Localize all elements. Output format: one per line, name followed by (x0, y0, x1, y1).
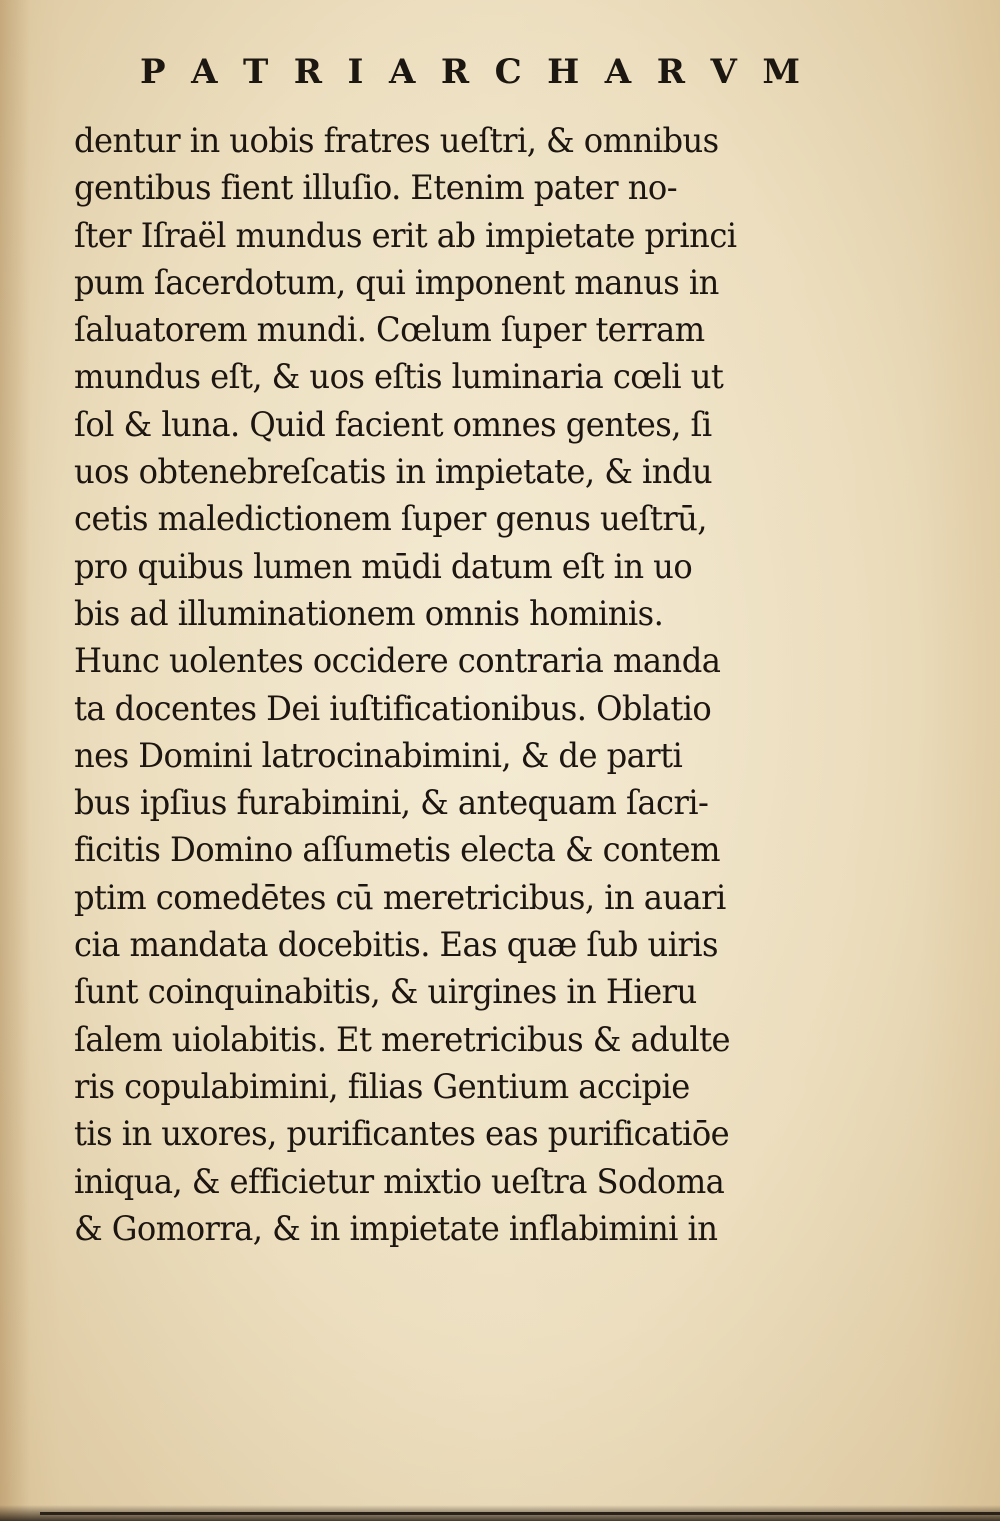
text-line: ſol & luna. Quid facient omnes gentes, ſi (74, 404, 712, 445)
running-title-letter: H (547, 52, 580, 92)
body-text (74, 118, 834, 1253)
text-line: ſalem uiolabitis. Et meretricibus & adulte (74, 1019, 730, 1060)
text-line: ſaluatorem mundi. Cœlum ſuper terram (74, 310, 705, 351)
running-title-letter: P (140, 52, 166, 92)
text-line: cia mandata docebitis. Eas quæ ſub uiris (74, 925, 718, 966)
text-line: tis in uxores, purificantes eas purificatiōe (74, 1114, 730, 1155)
text-line: dentur in uobis fratres ueſtri, & omnibus (74, 121, 719, 161)
page-bottom-edge (40, 1512, 1000, 1515)
text-line: ptim comedētes cū meretricibus, in auari (74, 877, 726, 918)
running-title-letter: A (604, 52, 632, 92)
text-line: ta docentes Dei iuſtificationibus. Oblatio (74, 688, 712, 729)
text-line: ſunt coinquinabitis, & uirgines in Hieru (74, 972, 697, 1013)
running-title-letter: A (388, 52, 416, 92)
text-line: bis ad illuminationem omnis hominis. (74, 593, 664, 634)
text-line: nes Domini latrocinabimini, & de parti (74, 735, 683, 776)
running-title-letter: T (242, 52, 269, 92)
running-title-letter: R (440, 52, 470, 92)
text-line: uos obtenebreſcatis in impietate, & indu (74, 452, 713, 493)
running-title-letter: R (656, 52, 685, 92)
text-line: iniqua, & efficietur mixtio ueſtra Sodoma (74, 1161, 725, 1202)
text-line: gentibus fient illuſio. Etenim pater no- (74, 168, 678, 209)
text-line: Hunc uolentes occidere contraria manda (74, 641, 721, 682)
running-title-letter: I (347, 52, 364, 92)
text-line: ſter Iſraël mundus erit ab impietate princi (74, 215, 737, 256)
running-title-letter: M (762, 52, 800, 92)
page-edge-shading (0, 0, 30, 1521)
text-line: pro quibus lumen mūdi datum eſt in uo (74, 546, 693, 587)
running-title-letter: C (494, 52, 522, 92)
text-line: mundus eſt, & uos eſtis luminaria cœli ut (74, 357, 724, 398)
running-title-letter: V (710, 52, 737, 92)
text-line: bus ipſius furabimini, & antequam ſacri- (74, 783, 709, 824)
text-line: pum ſacerdotum, qui imponent manus in (74, 262, 719, 303)
text-line: cetis maledictionem ſuper genus ueſtrū, (74, 499, 707, 540)
text-line: ris copulabimini, filias Gentium accipie (74, 1066, 690, 1107)
text-line: ficitis Domino aſſumetis electa & contem (74, 830, 720, 871)
running-title-letter: R (293, 52, 323, 92)
text-line: & Gomorra, & in impietate inflabimini in (74, 1208, 718, 1249)
running-title-letter: A (191, 52, 218, 92)
running-title (140, 52, 800, 92)
